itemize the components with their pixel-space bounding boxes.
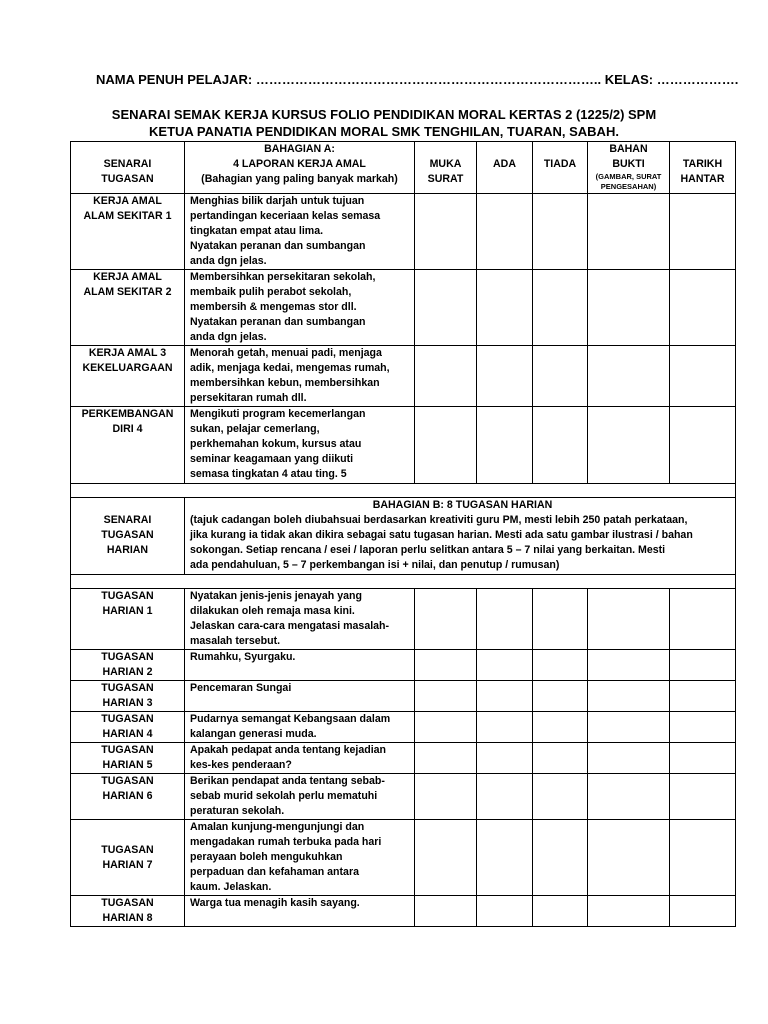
- spacer-cell: [71, 575, 736, 589]
- row-description: Pencemaran Sungai: [185, 681, 415, 712]
- cell-tarikh-hantar[interactable]: [670, 820, 736, 896]
- cell-ada[interactable]: [477, 346, 533, 407]
- cell-muka-surat[interactable]: [415, 270, 477, 346]
- cell-ada[interactable]: [477, 650, 533, 681]
- row-label: TUGASAN HARIAN 1: [71, 589, 185, 650]
- row-description: Pudarnya semangat Kebangsaan dalam kalangan generasi muda.: [185, 712, 415, 743]
- cell-muka-surat[interactable]: [415, 681, 477, 712]
- cell-tiada[interactable]: [533, 650, 588, 681]
- header-bahan-bukti: BAHAN BUKTI (GAMBAR, SURAT PENGESAHAN): [588, 142, 670, 194]
- row-description: Berikan pendapat anda tentang sebab- sebab murid sekolah perlu mematuhi peraturan sekolah.: [185, 774, 415, 820]
- header-tarikh-hantar: TARIKH HANTAR: [670, 142, 736, 194]
- cell-tiada[interactable]: [533, 743, 588, 774]
- cell-muka-surat[interactable]: [415, 743, 477, 774]
- row-label: PERKEMBANGAN DIRI 4: [71, 407, 185, 484]
- cell-ada[interactable]: [477, 589, 533, 650]
- cell-tiada[interactable]: [533, 407, 588, 484]
- cell-tiada[interactable]: [533, 589, 588, 650]
- cell-bahan-bukti[interactable]: [588, 194, 670, 270]
- row-label: TUGASAN HARIAN 2: [71, 650, 185, 681]
- header-senarai-tugasan: SENARAI TUGASAN: [71, 142, 185, 194]
- table-row: [71, 407, 736, 484]
- table-row: [71, 712, 736, 743]
- cell-tarikh-hantar[interactable]: [670, 650, 736, 681]
- header-muka-surat: MUKA SURAT: [415, 142, 477, 194]
- cell-ada[interactable]: [477, 774, 533, 820]
- cell-bahan-bukti[interactable]: [588, 346, 670, 407]
- section-b-label: SENARAI TUGASAN HARIAN: [71, 498, 185, 575]
- section-b-heading: BAHAGIAN B: 8 TUGASAN HARIAN: [372, 499, 553, 511]
- cell-tiada[interactable]: [533, 194, 588, 270]
- table-row: [71, 194, 736, 270]
- cell-tarikh-hantar[interactable]: [670, 774, 736, 820]
- spacer-row: [71, 484, 736, 498]
- cell-bahan-bukti[interactable]: [588, 896, 670, 927]
- cell-tiada[interactable]: [533, 896, 588, 927]
- table-row: [71, 774, 736, 820]
- cell-muka-surat[interactable]: [415, 896, 477, 927]
- cell-muka-surat[interactable]: [415, 712, 477, 743]
- cell-muka-surat[interactable]: [415, 650, 477, 681]
- cell-bahan-bukti[interactable]: [588, 407, 670, 484]
- cell-tarikh-hantar[interactable]: [670, 896, 736, 927]
- table-row: [71, 820, 736, 896]
- header-bahagian-a: BAHAGIAN A: 4 LAPORAN KERJA AMAL (Bahagian yang paling banyak markah): [185, 142, 415, 194]
- table-row: [71, 681, 736, 712]
- table-row: [71, 896, 736, 927]
- cell-ada[interactable]: [477, 743, 533, 774]
- table-row: [71, 650, 736, 681]
- cell-tarikh-hantar[interactable]: [670, 681, 736, 712]
- header-tiada: TIADA: [533, 142, 588, 194]
- spacer-cell: [71, 484, 736, 498]
- row-description: Membersihkan persekitaran sekolah, membaik pulih perabot sekolah, membersih & mengemas stor dll. Nyatakan peranan dan sumbangan anda dgn jelas.: [185, 270, 415, 346]
- table-row: [71, 270, 736, 346]
- checklist-table: [70, 141, 736, 927]
- document-title: SENARAI SEMAK KERJA KURSUS FOLIO PENDIDIKAN MORAL KERTAS 2 (1225/2) SPM: [111, 107, 657, 122]
- row-description: Menorah getah, menuai padi, menjaga adik, menjaga kedai, mengemas rumah, membersihkan kebun, membersihkan persekitaran rumah dll.: [185, 346, 415, 407]
- section-b-note: BAHAGIAN B: 8 TUGASAN HARIAN (tajuk cadangan boleh diubahsuai berdasarkan kreativiti guru PM, mesti lebih 250 patah perkataan, jika kurang ia tidak akan dikira sebagai satu tugasan harian. Mesti ada satu gambar ilustrasi / bahan sokongan. Setiap rencana / esei / laporan perlu selitkan antara 5 – 7 nilai yang berkaitan. Mesti ada pendahuluan, 5 – 7 perkembangan isi + nilai, dan penutup / rumusan): [185, 498, 736, 575]
- table-row: [71, 589, 736, 650]
- cell-muka-surat[interactable]: [415, 346, 477, 407]
- section-b-header-row: [71, 498, 736, 575]
- row-label: TUGASAN HARIAN 8: [71, 896, 185, 927]
- row-label: KERJA AMAL 3 KEKELUARGAAN: [71, 346, 185, 407]
- cell-tiada[interactable]: [533, 820, 588, 896]
- cell-tiada[interactable]: [533, 712, 588, 743]
- cell-bahan-bukti[interactable]: [588, 650, 670, 681]
- row-description: Menghias bilik darjah untuk tujuan pertandingan keceriaan kelas semasa tingkatan empat atau lima. Nyatakan peranan dan sumbangan anda dgn jelas.: [185, 194, 415, 270]
- cell-ada[interactable]: [477, 820, 533, 896]
- cell-ada[interactable]: [477, 194, 533, 270]
- cell-muka-surat[interactable]: [415, 589, 477, 650]
- cell-bahan-bukti[interactable]: [588, 270, 670, 346]
- cell-bahan-bukti[interactable]: [588, 774, 670, 820]
- cell-muka-surat[interactable]: [415, 820, 477, 896]
- cell-bahan-bukti[interactable]: [588, 820, 670, 896]
- cell-tarikh-hantar[interactable]: [670, 346, 736, 407]
- spacer-row: [71, 575, 736, 589]
- cell-bahan-bukti[interactable]: [588, 681, 670, 712]
- cell-bahan-bukti[interactable]: [588, 589, 670, 650]
- cell-bahan-bukti[interactable]: [588, 712, 670, 743]
- row-label: TUGASAN HARIAN 7: [71, 820, 185, 896]
- row-label: TUGASAN HARIAN 6: [71, 774, 185, 820]
- cell-tiada[interactable]: [533, 774, 588, 820]
- cell-tarikh-hantar[interactable]: [670, 194, 736, 270]
- row-label: TUGASAN HARIAN 5: [71, 743, 185, 774]
- student-name-class-line: NAMA PENUH PELAJAR: …………………………………………………………………….. KELAS: ……………….: [96, 72, 739, 87]
- table-header-row: [71, 142, 736, 194]
- row-label: TUGASAN HARIAN 4: [71, 712, 185, 743]
- document-subtitle: KETUA PANATIA PENDIDIKAN MORAL SMK TENGHILAN, TUARAN, SABAH.: [149, 124, 619, 139]
- cell-ada[interactable]: [477, 681, 533, 712]
- cell-muka-surat[interactable]: [415, 407, 477, 484]
- row-description: Nyatakan jenis-jenis jenayah yang dilakukan oleh remaja masa kini. Jelaskan cara-cara mengatasi masalah- masalah tersebut.: [185, 589, 415, 650]
- cell-tarikh-hantar[interactable]: [670, 270, 736, 346]
- cell-ada[interactable]: [477, 712, 533, 743]
- row-description: Apakah pedapat anda tentang kejadian kes-kes penderaan?: [185, 743, 415, 774]
- cell-tarikh-hantar[interactable]: [670, 712, 736, 743]
- cell-tiada[interactable]: [533, 681, 588, 712]
- row-description: Amalan kunjung-mengunjungi dan mengadakan rumah terbuka pada hari perayaan boleh mengukuhkan perpaduan dan kefahaman antara kaum. Jelaskan.: [185, 820, 415, 896]
- cell-tiada[interactable]: [533, 270, 588, 346]
- cell-tarikh-hantar[interactable]: [670, 407, 736, 484]
- row-label: KERJA AMAL ALAM SEKITAR 1: [71, 194, 185, 270]
- cell-ada[interactable]: [477, 896, 533, 927]
- row-description: Rumahku, Syurgaku.: [185, 650, 415, 681]
- cell-ada[interactable]: [477, 407, 533, 484]
- row-label: TUGASAN HARIAN 3: [71, 681, 185, 712]
- cell-bahan-bukti[interactable]: [588, 743, 670, 774]
- cell-tarikh-hantar[interactable]: [670, 743, 736, 774]
- row-description: Mengikuti program kecemerlangan sukan, pelajar cemerlang, perkhemahan kokum, kursus atau seminar keagamaan yang diikuti semasa tingkatan 4 atau ting. 5: [185, 407, 415, 484]
- row-label: KERJA AMAL ALAM SEKITAR 2: [71, 270, 185, 346]
- header-ada: ADA: [477, 142, 533, 194]
- table-row: [71, 346, 736, 407]
- table-row: [71, 743, 736, 774]
- cell-ada[interactable]: [477, 270, 533, 346]
- cell-tarikh-hantar[interactable]: [670, 589, 736, 650]
- cell-muka-surat[interactable]: [415, 194, 477, 270]
- cell-muka-surat[interactable]: [415, 774, 477, 820]
- cell-tiada[interactable]: [533, 346, 588, 407]
- row-description: Warga tua menagih kasih sayang.: [185, 896, 415, 927]
